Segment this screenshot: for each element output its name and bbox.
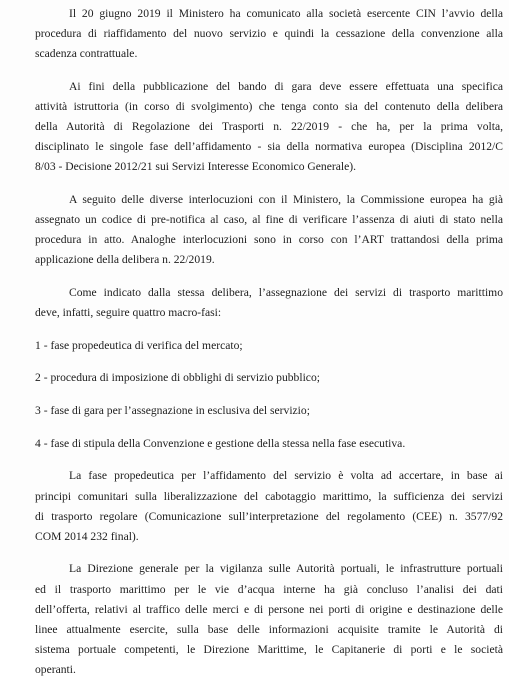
- paragraph-gap: [35, 421, 503, 434]
- list-item-3: [35, 401, 503, 421]
- paragraph-3-line-1: A seguito delle diverse interlocuzioni con il Ministero, la Commissione europea ha già: [69, 192, 503, 206]
- paragraph-5-line-4: COM 2014 232 final).: [35, 529, 139, 543]
- paragraph-6-line-1: La Direzione generale per la vigilanza sulle Autorità portuali, le infrastrutture portuali: [69, 562, 503, 576]
- paragraph-gap: [35, 356, 503, 369]
- paragraph-4-line-1: Come indicato dalla stessa delibera, l’assegnazione dei servizi di trasporto marittimo: [69, 285, 503, 299]
- paragraph-6-line-5: sistema portuale competenti, le Direzione Marittime, le Capitanerie di porti e le società: [35, 642, 503, 656]
- paragraph-6: [35, 559, 503, 680]
- paragraph-2: [35, 77, 503, 177]
- paragraph-3-line-3: procedura in atto. Analoghe interlocuzioni sono in corso con l’ART trattandosi della prima: [35, 233, 503, 247]
- paragraph-gap: [35, 64, 503, 77]
- list-item-1: [35, 336, 503, 356]
- list-item-2-text: 2 - procedura di imposizione di obblighi di servizio pubblico;: [35, 371, 320, 385]
- paragraph-3-line-2: assegnato un codice di pre-notifica al caso, al fine di verificare l’assenza di aiuti di stato nella: [35, 213, 503, 227]
- list-item-1-text: 1 - fase propedeutica di verifica del mercato;: [35, 338, 243, 352]
- paragraph-4-line-2: deve, infatti, seguire quattro macro-fasi:: [35, 306, 222, 319]
- paragraph-3: [35, 190, 503, 270]
- paragraph-6-line-4: linee attualmente esercite, sulla base delle informazioni acquisite tramite le Autorità di: [35, 622, 503, 636]
- paragraph-4: [35, 283, 503, 323]
- paragraph-1: [35, 4, 503, 64]
- paragraph-1-line-1: Il 20 giugno 2019 il Ministero ha comunicato alla società esercente CIN l’avvio della: [69, 7, 503, 20]
- paragraph-gap: [35, 323, 503, 336]
- list-item-4-text: 4 - fase di stipula della Convenzione e gestione della stessa nella fase esecutiva.: [35, 436, 406, 450]
- list-item-4: [35, 434, 503, 454]
- paragraph-2-line-4: disciplinato le singole fase dell’affidamento - sia della normativa europea (Disciplina 2012/C: [35, 140, 503, 154]
- paragraph-2-line-3: della Autorità di Regolazione dei Trasporti n. 22/2019 - che ha, per la prima volta,: [35, 120, 503, 134]
- paragraph-gap: [35, 454, 503, 467]
- paragraph-1-line-2: procedura di riaffidamento del nuovo servizio e quindi la cessazione della convenzione alla: [35, 27, 503, 41]
- paragraph-2-line-2: attività istruttoria (in corso di svolgimento) che tenga conto sia del contenuto della delibera: [35, 99, 503, 113]
- paragraph-3-line-4: applicazione della delibera n. 22/2019.: [35, 253, 215, 267]
- paragraph-6-line-3: dell’offerta, relativi al traffico delle merci e di persone nei porti di origine e destinazione delle: [35, 602, 503, 616]
- paragraph-2-line-5: 8/03 - Decisione 2012/21 sui Servizi Interesse Economico Generale).: [35, 160, 356, 174]
- paragraph-5-line-1: La fase propedeutica per l’affidamento del servizio è volta ad accertare, in base ai: [69, 469, 503, 483]
- paragraph-5-line-3: di trasporto regolare (Comunicazione sull’interpretazione del regolamento (CEE) n. 3577/92: [35, 509, 503, 523]
- paragraph-2-line-1: Ai fini della pubblicazione del bando di gara deve essere effettuata una specifica: [69, 79, 503, 93]
- paragraph-6-line-2: ed il trasporto marittimo per le vie d’acqua interne ha già concluso l’analisi dei dati: [35, 582, 503, 596]
- paragraph-5-line-2: principi comunitari sulla liberalizzazione del cabotaggio marittimo, la sufficienza dei servizi: [35, 489, 503, 503]
- paragraph-5: [35, 466, 503, 546]
- paragraph-1-line-3: scadenza contrattuale.: [35, 47, 138, 61]
- paragraph-gap: [35, 177, 503, 190]
- paragraph-gap: [35, 388, 503, 401]
- list-item-3-text: 3 - fase di gara per l’assegnazione in esclusiva del servizio;: [35, 404, 310, 418]
- paragraph-gap: [35, 270, 503, 283]
- paragraph-gap: [35, 547, 503, 560]
- list-item-2: [35, 368, 503, 388]
- document-body: [35, 4, 503, 680]
- paragraph-6-line-6: operanti.: [35, 662, 76, 676]
